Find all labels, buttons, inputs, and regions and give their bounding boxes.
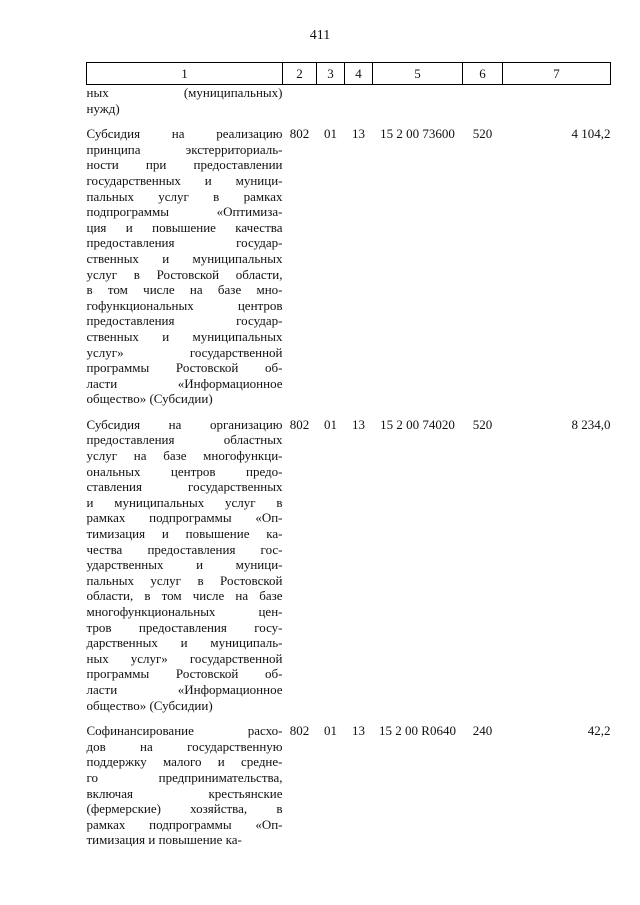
section-code-cell: 01 [324, 126, 337, 142]
row-description [87, 417, 283, 713]
target-article-cell: 15 2 00 R0640 [379, 723, 456, 739]
header-col-6: 6 [463, 63, 503, 85]
ministry-code-cell [283, 85, 317, 117]
amount-cell: 42,2 [587, 723, 611, 739]
description-line: ственных и муниципальных [86, 328, 283, 344]
description-line: предоставления областных [86, 432, 283, 448]
page-number: 411 [309, 28, 331, 43]
header-col-2: 2 [283, 63, 317, 85]
table-row [87, 126, 611, 407]
description-line: ности при предоставлении [86, 157, 283, 173]
amount-cell: 8 234,0 [571, 416, 611, 432]
row-description [87, 85, 283, 117]
description-line: и муниципальных услуг в [86, 494, 283, 510]
description-line: Субсидия на организацию [86, 416, 283, 432]
description-line: программы Ростовской об- [86, 666, 283, 682]
description-line: принципа экстерриториаль- [86, 141, 283, 157]
description-line: ласти «Информационное [86, 375, 283, 391]
description-line: дов на государственную [86, 738, 283, 754]
description-line: подпрограммы «Оптимиза- [86, 204, 283, 220]
header-row [87, 63, 611, 85]
description-line: общество» (Субсидии) [86, 391, 213, 407]
expense-type-cell [463, 85, 503, 117]
row-spacer [87, 713, 611, 723]
amount-cell: 4 104,2 [571, 126, 611, 142]
description-line: рамках подпрограммы «Оп- [86, 510, 283, 526]
header-col-4: 4 [345, 63, 373, 85]
row-spacer [87, 407, 611, 417]
description-line: программы Ростовской об- [86, 360, 283, 376]
description-line: тров предоставления госу- [86, 619, 283, 635]
target-article-cell: 15 2 00 74020 [380, 416, 455, 432]
row-description [87, 723, 283, 848]
expense-type-cell: 240 [472, 723, 493, 739]
header-col-7: 7 [503, 63, 611, 85]
description-line: тимизация и повышение ка- [86, 526, 283, 542]
description-line: ональных центров предо- [86, 463, 283, 479]
table-row [87, 85, 611, 117]
description-line: дарственных и муниципаль- [86, 635, 283, 651]
description-line: гофункциональных центров [86, 297, 283, 313]
expense-type-cell: 520 [472, 416, 493, 432]
description-line: тимизация и повышение ка- [86, 832, 242, 848]
description-line: государственных и муници- [86, 172, 283, 188]
description-line: предоставления государ- [86, 235, 283, 251]
header-col-3: 3 [317, 63, 345, 85]
description-line: рамках подпрограммы «Оп- [86, 816, 283, 832]
description-line: (фермерские) хозяйства, в [86, 801, 283, 817]
description-line: Субсидия на реализацию [86, 126, 283, 142]
table-row [87, 417, 611, 713]
description-line: Софинансирование расхо- [86, 723, 283, 739]
description-line: в том числе на базе мно- [86, 282, 283, 298]
amount-cell [503, 85, 611, 117]
row-spacer [87, 116, 611, 126]
row-description [87, 126, 283, 407]
description-line: услуг в Ростовской области, [86, 266, 283, 282]
description-line: нужд) [86, 100, 120, 116]
description-line: го предпринимательства, [86, 769, 283, 785]
ministry-code-cell: 802 [289, 126, 310, 142]
ministry-code-cell: 802 [289, 416, 310, 432]
section-code-cell: 01 [324, 416, 337, 432]
section-code-cell: 01 [324, 723, 337, 739]
description-line: ных услуг» государственной [86, 650, 283, 666]
target-article-cell: 15 2 00 73600 [380, 126, 455, 142]
description-line: общество» (Субсидии) [86, 697, 213, 713]
description-line: предоставления государ- [86, 313, 283, 329]
subsection-code-cell: 13 [352, 416, 365, 432]
description-line: услуг» государственной [86, 344, 283, 360]
subsection-code-cell [345, 85, 373, 117]
description-line: области, в том числе на базе [86, 588, 283, 604]
target-article-cell [373, 85, 463, 117]
description-line: пальных услуг в рамках [86, 188, 283, 204]
budget-table [86, 62, 611, 848]
description-line: услуг на базе многофункци- [86, 448, 283, 464]
description-line: включая крестьянские [86, 785, 283, 801]
description-line: ласти «Информационное [86, 681, 283, 697]
description-line: пальных услуг в Ростовской [86, 572, 283, 588]
subsection-code-cell: 13 [352, 723, 365, 739]
ministry-code-cell: 802 [289, 723, 310, 739]
description-line: ставления государственных [86, 479, 283, 495]
expense-type-cell: 520 [472, 126, 493, 142]
description-line: многофункциональных цен- [86, 604, 283, 619]
description-line: поддержку малого и средне- [86, 754, 283, 770]
header-col-5: 5 [373, 63, 463, 85]
description-line: ных (муниципальных) [86, 85, 283, 100]
section-code-cell [317, 85, 345, 117]
description-line: ция и повышение качества [86, 219, 283, 235]
subsection-code-cell: 13 [352, 126, 365, 142]
description-line: чества предоставления гос- [86, 541, 283, 557]
table-row [87, 723, 611, 848]
header-col-1: 1 [87, 63, 283, 85]
description-line: ственных и муниципальных [86, 250, 283, 266]
description-line: ударственных и муници- [86, 557, 283, 573]
